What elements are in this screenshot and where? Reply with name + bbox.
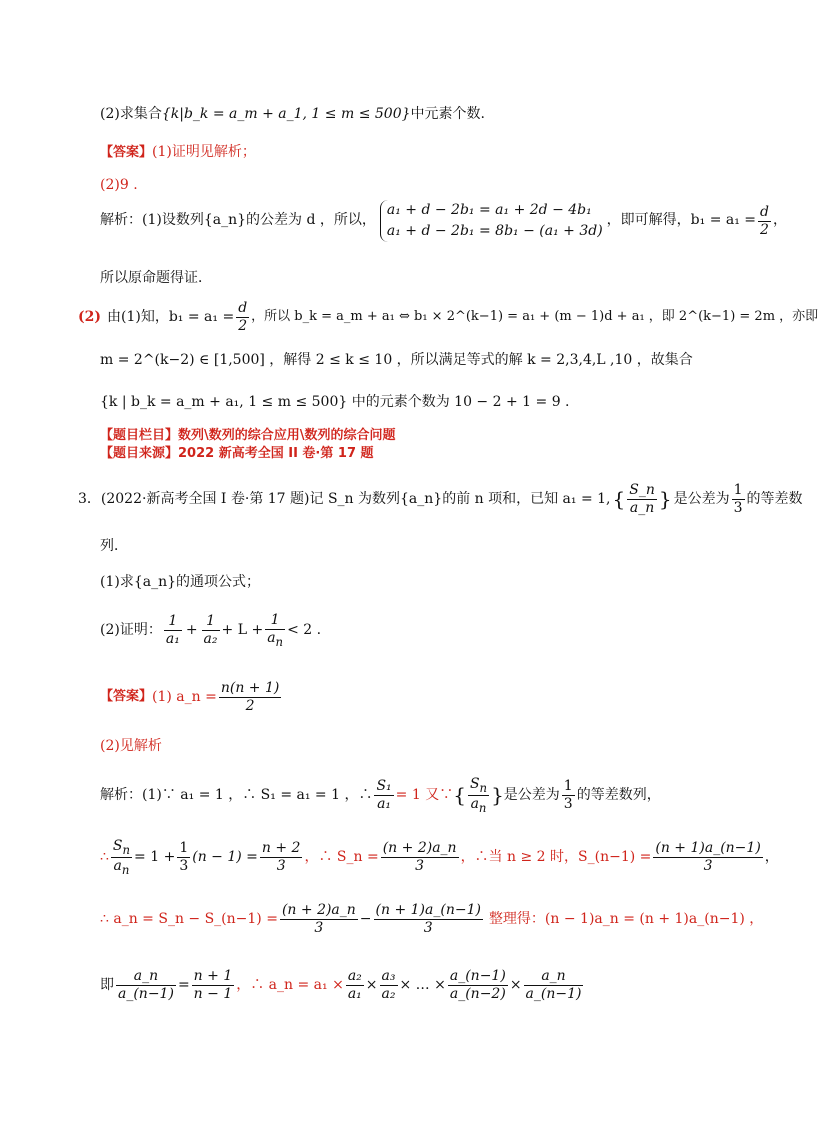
fraction-1-a2: $\frac{1}{\text{a₂}}$ (203, 613, 218, 647)
s3-l3c: − (359, 910, 372, 927)
q2-end: < 2 . (287, 621, 322, 638)
s3-l1a: 解析：(1)∵ a₁ = 1 ，∴ S₁ = a₁ = 1 ，∴ (100, 786, 373, 803)
fraction-n2-3: $\frac{n + 2}{3}$ (261, 840, 301, 874)
solution2-line1a: 由(1)知，b₁ = a₁ = (107, 308, 235, 325)
solution-2-line3: {k | b_k = a_m + a₁, 1 ≤ m ≤ 500} 中的元素个数为 10 − 2 + 1 = 9 . (100, 394, 570, 410)
s3-l1c: 是公差为 (503, 786, 560, 803)
fraction-prod-4: $\frac{a\_n}{a\_(n-1)}$ (525, 968, 582, 1002)
problem3-q2: (2)证明： $\frac{1}{\text{a₁}}$ + $\frac{1}{\text{a₂}}$ + L + $\frac{1}{a_n}$ < 2 . (100, 612, 322, 649)
fraction-1-a1: $\frac{1}{\text{a₁}}$ (165, 613, 180, 647)
problem3-q1: (1)求{a_n}的通项公式； (100, 574, 261, 590)
part2-prefix: (2)求集合 (100, 106, 162, 122)
fraction-sn-expr: $\frac{(n + 2)a\_n}{3}$ (382, 840, 457, 874)
solution3-line2 (100, 838, 779, 877)
part2-question (100, 106, 485, 124)
answer-tag: 【答案】 (100, 145, 153, 160)
s3-l2b: = 1 + (134, 848, 176, 865)
solution-2-line1 (78, 300, 818, 335)
fraction-one-third-2: $\frac{1}{3}$ (563, 778, 573, 812)
s3-l2c: (n − 1) = (192, 848, 258, 865)
solution1-conclusion: 所以原命题得证． (100, 270, 212, 286)
problem3-end: 的等差数 (746, 490, 803, 507)
s3-l4e: ，∴ a_n = a₁ × (236, 976, 344, 993)
solution1-lead: 解析：(1)设数列{a_n}的公差为 d ，所以， (100, 212, 376, 229)
answer3-tag: 【答案】 (100, 689, 153, 705)
solution2-line1b: ，所以 b_k = a_m + a₁ ⇔ b₁ × 2^(k−1) = a₁ + (m − 1)d + a₁ ，即 2^(k−1) = 2m ，亦即 (251, 309, 818, 325)
fraction-d-over-2: $\frac{d}{2}$ (760, 203, 769, 238)
fraction-answer3: $\frac{n(n + 1)}{2}$ (220, 680, 280, 714)
fraction-l3-b: $\frac{(n + 2)a\_n}{3}$ (281, 902, 356, 936)
s3-l4-ellipsis: × … × (399, 976, 446, 993)
q2-lead: (2)证明： (100, 621, 162, 638)
problem3-mid: 是公差为 (673, 490, 730, 507)
fraction-l3-d: $\frac{(n + 1)a\_(n-1)}{3}$ (375, 902, 481, 936)
answer3-part2: (2)见解析 (100, 738, 162, 754)
s3-l2a: ∴ (100, 848, 109, 865)
s3-l4a: 即 (100, 976, 114, 993)
fraction-s1-a1: $\frac{\text{S₁}}{\text{a₁}}$ (376, 778, 392, 812)
fraction-l4-d: $\frac{n + 1}{n - 1}$ (193, 968, 233, 1002)
answer-text: (1)证明见解析； (152, 144, 256, 160)
problem3-line2: 列． (100, 538, 128, 554)
s3-l4c: = (177, 976, 190, 993)
solution3-line1: 解析：(1)∵ a₁ = 1 ，∴ S₁ = a₁ = 1 ，∴ $\frac{\text{S₁}}{\text{a₁}}$ = 1 又∵ { $\frac{S_n}{a_n}$ } 是公差为 $\frac{1}{3}$ 的等差数列， (100, 776, 661, 815)
answer-2: (2)9 . (100, 177, 138, 193)
fraction-d-over-2-b: $\frac{d}{2}$ (238, 300, 248, 334)
solution3-line4: 即 $\frac{a\_n}{a\_(n-1)}$ = $\frac{n + 1}{n - 1}$ ，∴ a_n = a₁ × $\frac{\text{a₂}}{\text{a₁}}$ × $\frac{\text{a₃}}{\text{a₂}}$ × … × $\frac{a\_(n-1)}{a\_(n-2)}$ × $\frac{a\_n}{a\_(n-1)}$ (100, 968, 582, 1002)
solution-1 (100, 200, 787, 242)
s3-l2g: ，∴当 n ≥ 2 时，S_(n−1) = (460, 848, 652, 865)
fraction-sn-an: $\frac{S\_n}{a\_n}$ (629, 482, 655, 516)
fraction-one-third: $\frac{1}{3}$ (733, 482, 743, 516)
fraction-prod-2: $\frac{\text{a₃}}{\text{a₂}}$ (381, 968, 396, 1002)
part2-set: {k|b_k = a_m + a_1, 1 ≤ m ≤ 500} (161, 106, 411, 122)
fraction-prod-3: $\frac{a\_(n-1)}{a\_(n-2)}$ (449, 968, 506, 1002)
solution1-mid: ，即可解得，b₁ = a₁ = (606, 212, 757, 229)
solution2-label: (2) (78, 308, 101, 325)
answer3-text: (1) a_n = (152, 688, 217, 705)
s3-l2e: ，∴ S_n = (304, 848, 379, 865)
s3-l3e: 整理得：(n − 1)a_n = (n + 1)a_(n−1) ， (488, 910, 764, 927)
s3-l1d: 的等差数列， (576, 786, 661, 803)
q2-mid: + L + (221, 621, 264, 638)
answer-block-3 (100, 680, 283, 715)
problem3-line1: 3．(2022·新高考全国 I 卷·第 17 题)记 S_n 为数列{a_n}的前 n 项和，已知 a₁ = 1, { $\frac{S\_n}{a\_n}$ } 是公差为 $\frac{1}{3}$ 的等差数 (78, 482, 803, 516)
fraction-l4-b: $\frac{a\_n}{a\_(n-1)}$ (118, 968, 174, 1002)
question-column: 【题目栏目】数列\数列的综合应用\数列的综合问题 (100, 428, 396, 443)
fraction-sn1-expr: $\frac{(n + 1)a\_(n-1)}{3}$ (655, 840, 761, 874)
fraction-sn-an-3: $\frac{S_n}{a_n}$ (112, 838, 131, 877)
fraction-one-third-3: $\frac{1}{3}$ (179, 840, 189, 874)
equation-system (380, 200, 603, 242)
problem3-lead: 3．(2022·新高考全国 I 卷·第 17 题)记 S_n 为数列{a_n}的前 n 项和，已知 a₁ = 1, (78, 490, 611, 507)
fraction-sn-an-2: $\frac{S_n}{a_n}$ (469, 776, 488, 815)
part2-suffix: 中元素个数. (410, 106, 485, 122)
answer-block-1 (100, 144, 256, 162)
solution3-line3 (100, 902, 763, 937)
fraction-prod-1: $\frac{\text{a₂}}{\text{a₁}}$ (347, 968, 362, 1002)
s3-l3a: ∴ a_n = S_n − S_(n−1) = (100, 910, 278, 927)
equation-1: a₁ + d − 2b₁ = a₁ + 2d − 4b₁ (386, 202, 592, 218)
solution-2-line2: m = 2^(k−2) ∈ [1,500] ，解得 2 ≤ k ≤ 10 ，所以满足等式的解 k = 2,3,4,L ,10 ，故集合 (100, 352, 693, 368)
question-source: 【题目来源】2022 新高考全国 II 卷·第 17 题 (100, 446, 374, 461)
s3-l2i: ， (764, 848, 779, 865)
s3-l1b: = 1 又∵ (395, 786, 454, 803)
equation-2: a₁ + d − 2b₁ = 8b₁ − (a₁ + 3d) (386, 223, 603, 239)
fraction-1-an: $\frac{1}{a_n}$ (267, 612, 284, 649)
solution1-end: ， (773, 212, 787, 229)
